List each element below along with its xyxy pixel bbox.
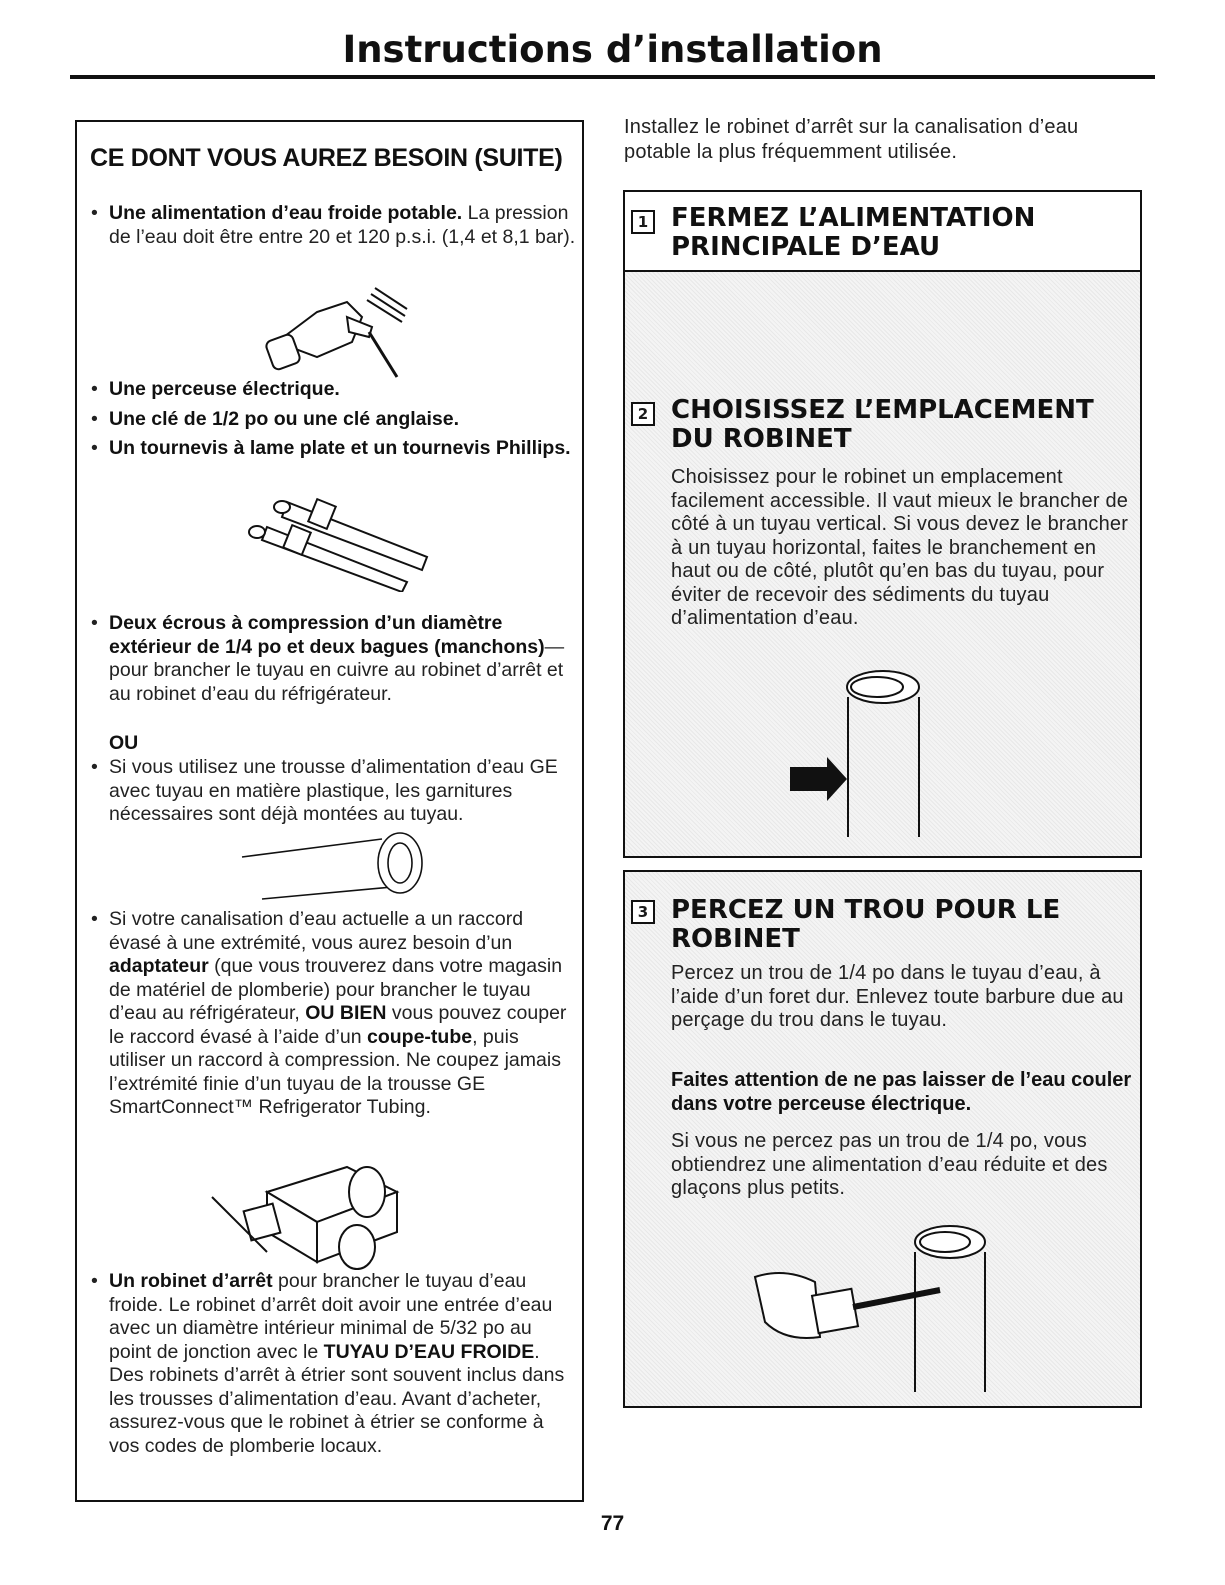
step-3-box [623,870,1142,1408]
list-item-adapter [91,908,577,1120]
step-heading: FERMEZ L’ALIMENTATION PRINCIPALE D’EAU [671,203,1036,262]
item-bold: coupe-tube [367,1025,473,1048]
or-label: OU [109,732,139,754]
item-text: La pression de l’eau doit être entre 20 et 120 p.s.i. (1,4 et 8,1 bar). [109,202,576,248]
requirements-box [75,120,584,1502]
bullet: • [91,408,98,430]
step-heading: PERCEZ UN TROU POUR LE ROBINET [671,895,1061,954]
bullet: • [91,202,98,224]
item-bold: Une perceuse électrique. [109,378,340,400]
list-item-drill [91,378,577,402]
bullet: • [91,612,98,634]
item-bold: TUYAU D’EAU FROIDE [323,1340,535,1363]
step-warning: Faites attention de ne pas laisser de l’eau couler dans votre perceuse électrique. [671,1069,1132,1115]
item-text: vous pouvez couper le raccord évasé à l’aide d’un [109,1002,567,1048]
item-bold: adaptateur [109,955,209,977]
bullet: • [91,756,98,778]
shutoff-valve-illustration [207,1152,427,1272]
item-bold: OU BIEN [305,1002,387,1024]
bullet: • [91,1270,98,1292]
step-2-box [623,270,1142,858]
item-bold: Deux écrous à compression d’un diamètre extérieur de 1/4 po et deux bagues (manchons) [109,612,545,658]
bullet: • [91,437,98,459]
step-1-box [623,190,1142,280]
step-body: Percez un trou de 1/4 po dans le tuyau d’eau, à l’aide d’un foret dur. Enlevez toute barbure due au perçage du trou dans le tuyau. [671,962,1124,1031]
drilling-pipe-illustration [745,1222,1015,1392]
step-number: 1 [631,210,655,234]
step-number: 3 [631,900,655,924]
compression-nuts-illustration [227,492,447,592]
drill-illustration [257,282,417,382]
intro-text: Installez le robinet d’arrêt sur la canalisation d’eau potable la plus fréquemment utilisée. [624,116,1079,163]
requirements-heading: CE DONT VOUS AUREZ BESOIN (SUITE) [90,144,563,172]
step-note: Si vous ne percez pas un trou de 1/4 po, vous obtiendrez une alimentation d’eau réduite et des glaçons plus petits. [671,1130,1108,1199]
step-number: 2 [631,402,655,426]
item-text: (que vous trouverez dans votre magasin de matériel de plomberie) pour brancher le tuyau d’eau au réfrigérateur, [109,955,563,1024]
item-text: Si vous utilisez une trousse d’alimentation d’eau GE avec tuyau en matière plastique, les garnitures nécessaires sont déjà montées au tuyau. [109,756,558,825]
step-body: Choisissez pour le robinet un emplacement facilement accessible. Il vaut mieux le brancher de côté à un tuyau vertical. Si vous devez le brancher à un tuyau horizontal, faites le branchement en haut ou de côté, plutôt qu’en bas du tuyau, pour éviter de recevoir des sédiments du tuyau d’alimentation d’eau. [671,466,1129,629]
item-bold: Un robinet d’arrêt [109,1270,273,1292]
page-number: 77 [600,1512,625,1535]
bullet: • [91,378,98,400]
list-item-screwdrivers [91,437,577,461]
flared-tube-illustration [232,827,432,907]
step-heading: CHOISISSEZ L’EMPLACEMENT DU ROBINET [671,395,1094,454]
item-text: . Des robinets d’arrêt à étrier sont souvent inclus dans les trousses d’alimentation d’eau. Avant d’acheter, assurez-vous que le robinet à étrier se conforme à vos codes de plomberie locaux. [109,1340,565,1457]
item-bold: Une alimentation d’eau froide potable. [109,202,463,224]
list-item-water-supply [91,202,577,249]
item-bold: Une clé de 1/2 po ou une clé anglaise. [109,408,460,430]
vertical-pipe-illustration [785,667,935,837]
item-text: Si votre canalisation d’eau actuelle a un raccord évasé à une extrémité, vous aurez besoin d’un [109,908,524,954]
title-divider [70,75,1155,79]
item-text: pour brancher le tuyau d’eau froide. Le robinet d’arrêt doit avoir une entrée d’eau avec un diamètre intérieur minimal de 5/32 po au point de jonction avec le [109,1270,553,1363]
item-text: , puis utiliser un raccord à compression. Ne coupez jamais l’extrémité finie d’un tuyau de la trousse GE SmartConnect™ Refrigerator Tubing. [109,1025,561,1118]
item-bold: Un tournevis à lame plate et un tournevis Phillips. [109,437,571,459]
list-item-shutoff-valve [91,1270,577,1458]
page-title: Instructions d’installation [342,28,883,71]
list-item-wrench [91,408,577,432]
bullet: • [91,908,98,930]
list-item-plastic-kit [91,756,577,827]
list-item-compression-nuts [91,612,577,706]
item-text: —pour brancher le tuyau en cuivre au robinet d’arrêt et au robinet d’eau du réfrigérateur. [109,635,565,705]
